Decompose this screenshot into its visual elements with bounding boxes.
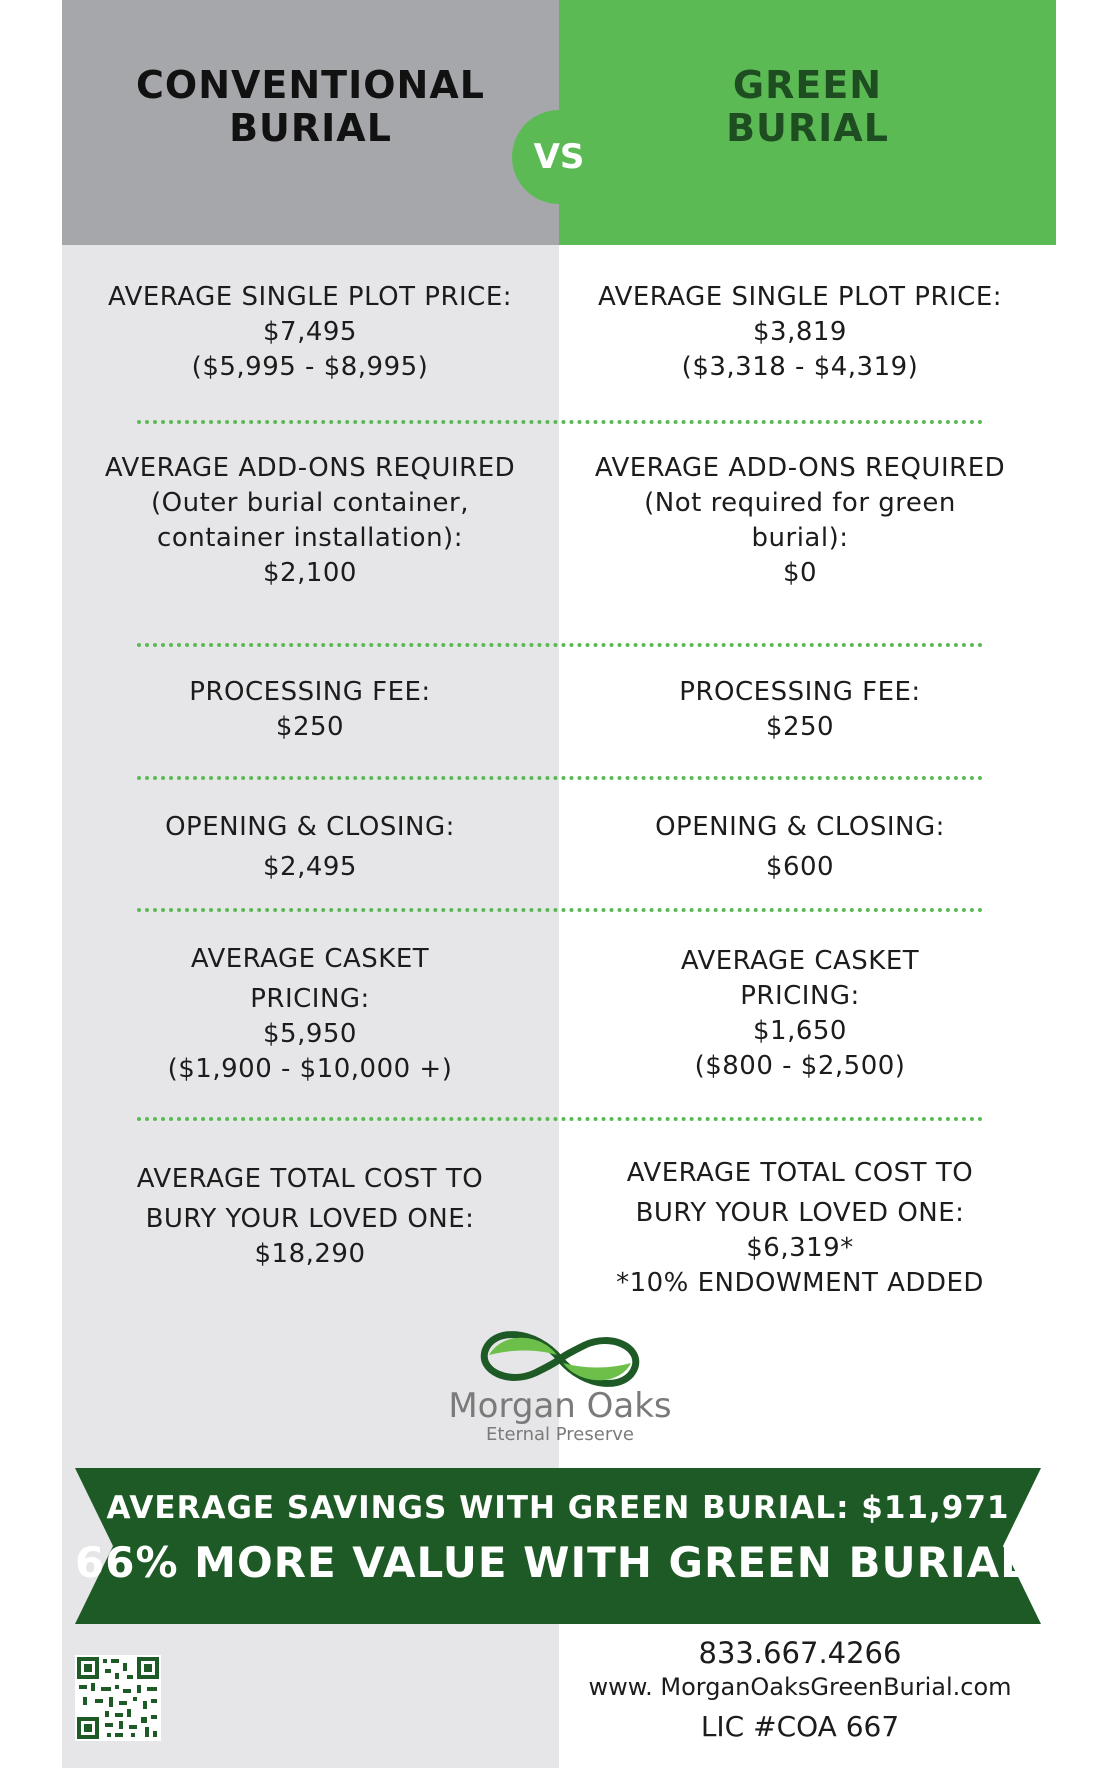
- conventional-casket-pricing: [70, 942, 550, 1087]
- dotted-divider: [137, 643, 983, 647]
- vs-badge: [512, 110, 606, 204]
- cell-line: $7,495: [263, 317, 357, 347]
- cell-line: $0: [782, 558, 818, 588]
- title-line: GREEN: [732, 63, 883, 107]
- cell-line: OPENING & CLOSING:: [165, 812, 455, 842]
- cell-line: $2,495: [263, 852, 357, 882]
- cell-line: ($5,995 - $8,995): [191, 352, 429, 382]
- dotted-divider: [137, 908, 983, 912]
- cell-line: $250: [765, 712, 835, 742]
- morgan-oaks-logo: [440, 1325, 680, 1455]
- title-line: BURIAL: [726, 106, 889, 150]
- cell-line: $2,100: [263, 558, 357, 588]
- dotted-divider: [137, 420, 983, 424]
- more-value-text: 66% MORE VALUE WITH GREEN BURIAL!: [75, 1538, 1048, 1587]
- conventional-processing-fee: [70, 675, 550, 745]
- cell-line: PRICING:: [740, 981, 860, 1011]
- average-savings-text: AVERAGE SAVINGS WITH GREEN BURIAL: $11,971: [106, 1490, 1010, 1526]
- conventional-burial-title: [62, 64, 559, 150]
- logo-subtitle: Eternal Preserve: [486, 1424, 634, 1445]
- vs-label: VS: [533, 137, 585, 177]
- license-number: LIC #COA 667: [700, 1710, 900, 1743]
- cell-line: AVERAGE TOTAL COST TO: [626, 1158, 974, 1188]
- savings-banner: [75, 1468, 1048, 1624]
- cell-line: PROCESSING FEE:: [679, 677, 921, 707]
- infinity-leaf-icon: [475, 1325, 645, 1393]
- cell-line: OPENING & CLOSING:: [655, 812, 945, 842]
- cell-line: $3,819: [753, 317, 847, 347]
- cell-line: AVERAGE TOTAL COST TO: [136, 1164, 484, 1194]
- title-line: CONVENTIONAL: [136, 63, 485, 107]
- title-line: BURIAL: [229, 106, 392, 150]
- conventional-plot-price: [70, 280, 550, 385]
- cell-line: $250: [275, 712, 345, 742]
- cell-line: AVERAGE ADD-ONS REQUIRED: [594, 453, 1006, 483]
- logo-name: Morgan Oaks: [448, 1386, 672, 1426]
- conventional-total-cost: [70, 1162, 550, 1272]
- cell-line: *10% ENDOWMENT ADDED: [616, 1268, 984, 1298]
- cell-line: $1,650: [753, 1016, 847, 1046]
- green-casket-pricing: [560, 944, 1040, 1084]
- cell-line: AVERAGE CASKET: [680, 946, 920, 976]
- cell-line: burial):: [751, 523, 849, 553]
- green-burial-title: [559, 64, 1056, 150]
- cell-line: AVERAGE CASKET: [190, 944, 430, 974]
- cell-line: ($3,318 - $4,319): [681, 352, 919, 382]
- cell-line: AVERAGE SINGLE PLOT PRICE:: [597, 282, 1003, 312]
- qr-code-icon: [75, 1655, 161, 1741]
- phone-number[interactable]: 833.667.4266: [698, 1636, 902, 1670]
- cell-line: (Outer burial container,: [150, 488, 469, 518]
- cell-line: $5,950: [263, 1019, 357, 1049]
- cell-line: container installation):: [157, 523, 463, 553]
- qr-code[interactable]: [75, 1655, 161, 1741]
- cell-line: $6,319*: [746, 1233, 854, 1263]
- cell-line: BURY YOUR LOVED ONE:: [635, 1198, 965, 1228]
- green-total-cost: [560, 1156, 1040, 1301]
- conventional-add-ons: [70, 451, 550, 591]
- green-processing-fee: [560, 675, 1040, 745]
- cell-line: ($800 - $2,500): [694, 1051, 906, 1081]
- green-plot-price: [560, 280, 1040, 385]
- conventional-opening-closing: [70, 807, 550, 887]
- cell-line: ($1,900 - $10,000 +): [167, 1054, 453, 1084]
- cell-line: PRICING:: [250, 984, 370, 1014]
- dotted-divider: [137, 776, 983, 780]
- cell-line: $18,290: [254, 1239, 366, 1269]
- cell-line: BURY YOUR LOVED ONE:: [145, 1204, 475, 1234]
- cell-line: AVERAGE ADD-ONS REQUIRED: [104, 453, 516, 483]
- website-link[interactable]: www. MorganOaksGreenBurial.com: [588, 1673, 1012, 1701]
- green-add-ons: [560, 451, 1040, 591]
- cell-line: $600: [765, 852, 835, 882]
- cell-line: AVERAGE SINGLE PLOT PRICE:: [107, 282, 513, 312]
- dotted-divider: [137, 1117, 983, 1121]
- cell-line: (Not required for green: [644, 488, 956, 518]
- cell-line: PROCESSING FEE:: [189, 677, 431, 707]
- green-opening-closing: [560, 807, 1040, 887]
